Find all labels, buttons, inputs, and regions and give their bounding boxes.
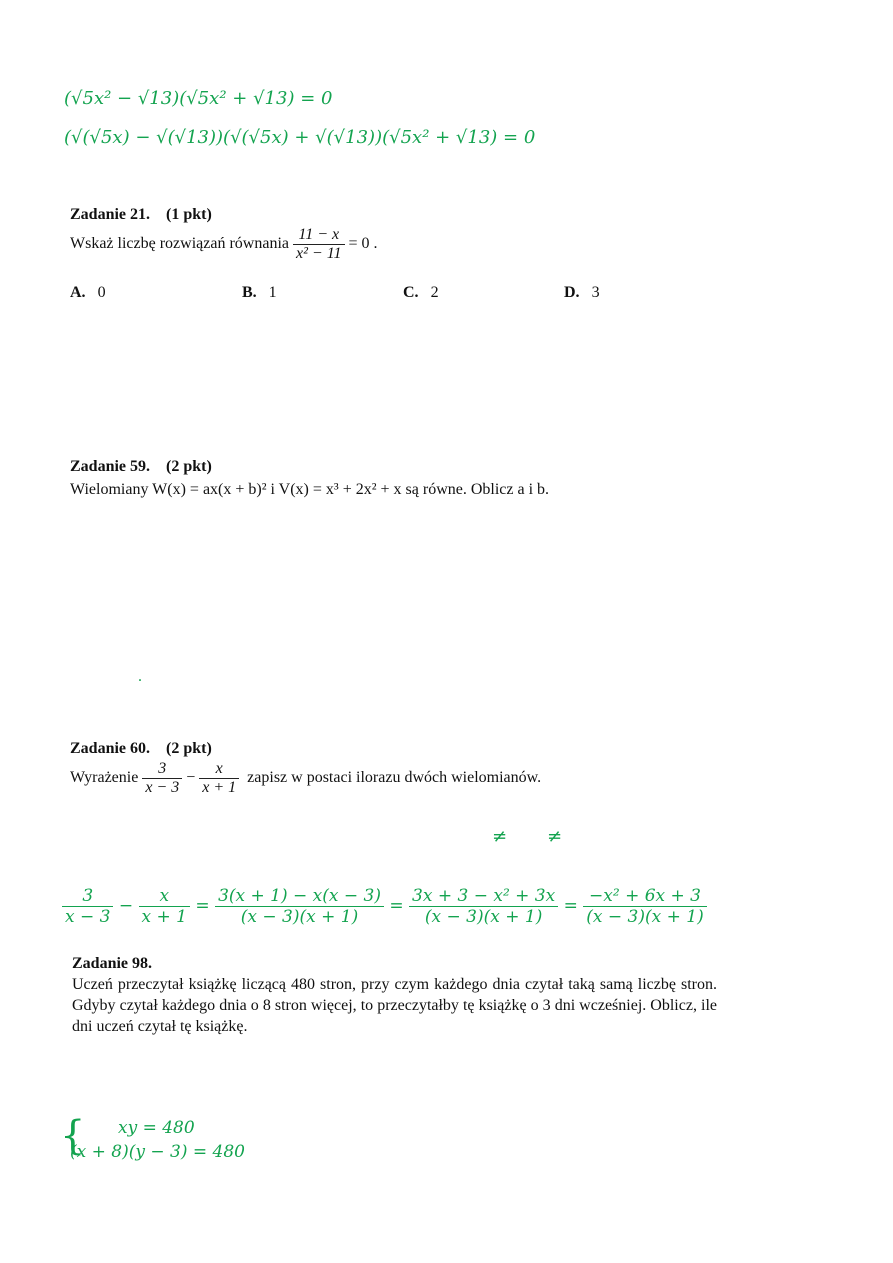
task21-fraction bbox=[293, 226, 345, 263]
task60-points: (2 pkt) bbox=[166, 740, 212, 757]
task60-fraction-1 bbox=[142, 760, 182, 797]
solution-frac-b bbox=[139, 886, 190, 927]
task21-frac-den: x² − 11 bbox=[296, 245, 342, 262]
solution-frac-d bbox=[409, 886, 558, 927]
task59-prompt: Wielomiany W(x) = ax(x + b)² i V(x) = x³ + 2x² + x są równe. Oblicz a i b. bbox=[70, 481, 550, 498]
option-letter: C. bbox=[403, 284, 419, 301]
task21-rhs: = 0 . bbox=[348, 235, 378, 253]
task60-f1-den: x − 3 bbox=[145, 779, 180, 796]
frac-num: 3 bbox=[62, 886, 113, 907]
solution-frac-e bbox=[583, 886, 706, 927]
solution-frac-a bbox=[62, 886, 113, 927]
solution-eq: = bbox=[195, 896, 210, 916]
task59-heading bbox=[70, 458, 212, 476]
solution-minus: − bbox=[118, 896, 134, 916]
frac-den: x − 3 bbox=[65, 907, 111, 927]
task21-option-a bbox=[70, 284, 106, 302]
task21-option-d bbox=[564, 284, 600, 302]
task60-title: Zadanie 60. bbox=[70, 740, 151, 757]
task60-fraction-2 bbox=[199, 760, 239, 797]
task60-f2-den: x + 1 bbox=[202, 779, 237, 796]
task21-points: (1 pkt) bbox=[166, 206, 212, 223]
task98-title: Zadanie 98. bbox=[72, 955, 153, 972]
task59-points: (2 pkt) bbox=[166, 458, 212, 475]
solution-eq: = bbox=[389, 896, 404, 916]
task60-minus: − bbox=[186, 769, 196, 787]
task60-prompt-line bbox=[70, 760, 541, 797]
option-letter: B. bbox=[242, 284, 257, 301]
frac-num: x bbox=[139, 886, 190, 907]
task60-f1-num: 3 bbox=[142, 760, 182, 779]
solution-eq: = bbox=[563, 896, 578, 916]
option-value: 1 bbox=[268, 284, 277, 301]
system-line-1: xy = 480 bbox=[118, 1118, 195, 1138]
frac-den: (x − 3)(x + 1) bbox=[586, 907, 704, 927]
system-line-2: (x + 8)(y − 3) = 480 bbox=[70, 1142, 245, 1162]
option-letter: D. bbox=[564, 284, 580, 301]
frac-den: (x − 3)(x + 1) bbox=[240, 907, 359, 927]
task60-prompt-end: zapisz w postaci ilorazu dwóch wielomianów. bbox=[247, 769, 542, 787]
task60-f2-num: x bbox=[199, 760, 239, 779]
task60-prompt-start: Wyrażenie bbox=[70, 769, 139, 787]
frac-den: (x − 3)(x + 1) bbox=[424, 907, 543, 927]
option-letter: A. bbox=[70, 284, 86, 301]
task21-option-c bbox=[403, 284, 439, 302]
option-value: 3 bbox=[591, 284, 600, 301]
task21-prompt-line bbox=[70, 226, 378, 263]
task21-prompt: Wskaż liczbę rozwiązań równania bbox=[70, 235, 289, 253]
option-value: 0 bbox=[97, 284, 106, 301]
frac-den: x + 1 bbox=[141, 907, 187, 927]
system-brace: { bbox=[60, 1113, 86, 1159]
option-value: 2 bbox=[430, 284, 439, 301]
task60-neq-2: ≠ bbox=[547, 826, 563, 847]
frac-num: 3(x + 1) − x(x − 3) bbox=[215, 886, 384, 907]
top-solution-line2: (√(√5x) − √(√13))(√(√5x) + √(√13))(√5x² + √13) = 0 bbox=[64, 127, 536, 148]
task59-title: Zadanie 59. bbox=[70, 458, 151, 475]
task21-option-b bbox=[242, 284, 277, 302]
solution-frac-c bbox=[215, 886, 384, 927]
task60-solution bbox=[62, 886, 707, 927]
task59-dot: . bbox=[138, 668, 142, 685]
task21-frac-num: 11 − x bbox=[293, 226, 345, 245]
task21-heading bbox=[70, 206, 212, 224]
task60-neq-1: ≠ bbox=[492, 826, 508, 847]
task60-heading bbox=[70, 740, 212, 758]
top-solution-line1: (√5x² − √13)(√5x² + √13) = 0 bbox=[64, 88, 333, 109]
task98-text: Uczeń przeczytał książkę liczącą 480 stron, przy czym każdego dnia czytał taką samą liczbę stron. Gdyby czytał każdego dnia o 8 stron więcej, to przeczytałby tę książkę o 3 dni wcześniej. Oblicz, ile dni uczeń czytał tę książkę. bbox=[72, 976, 717, 1035]
frac-num: 3x + 3 − x² + 3x bbox=[409, 886, 558, 907]
task21-title: Zadanie 21. bbox=[70, 206, 151, 223]
frac-num: −x² + 6x + 3 bbox=[583, 886, 706, 907]
